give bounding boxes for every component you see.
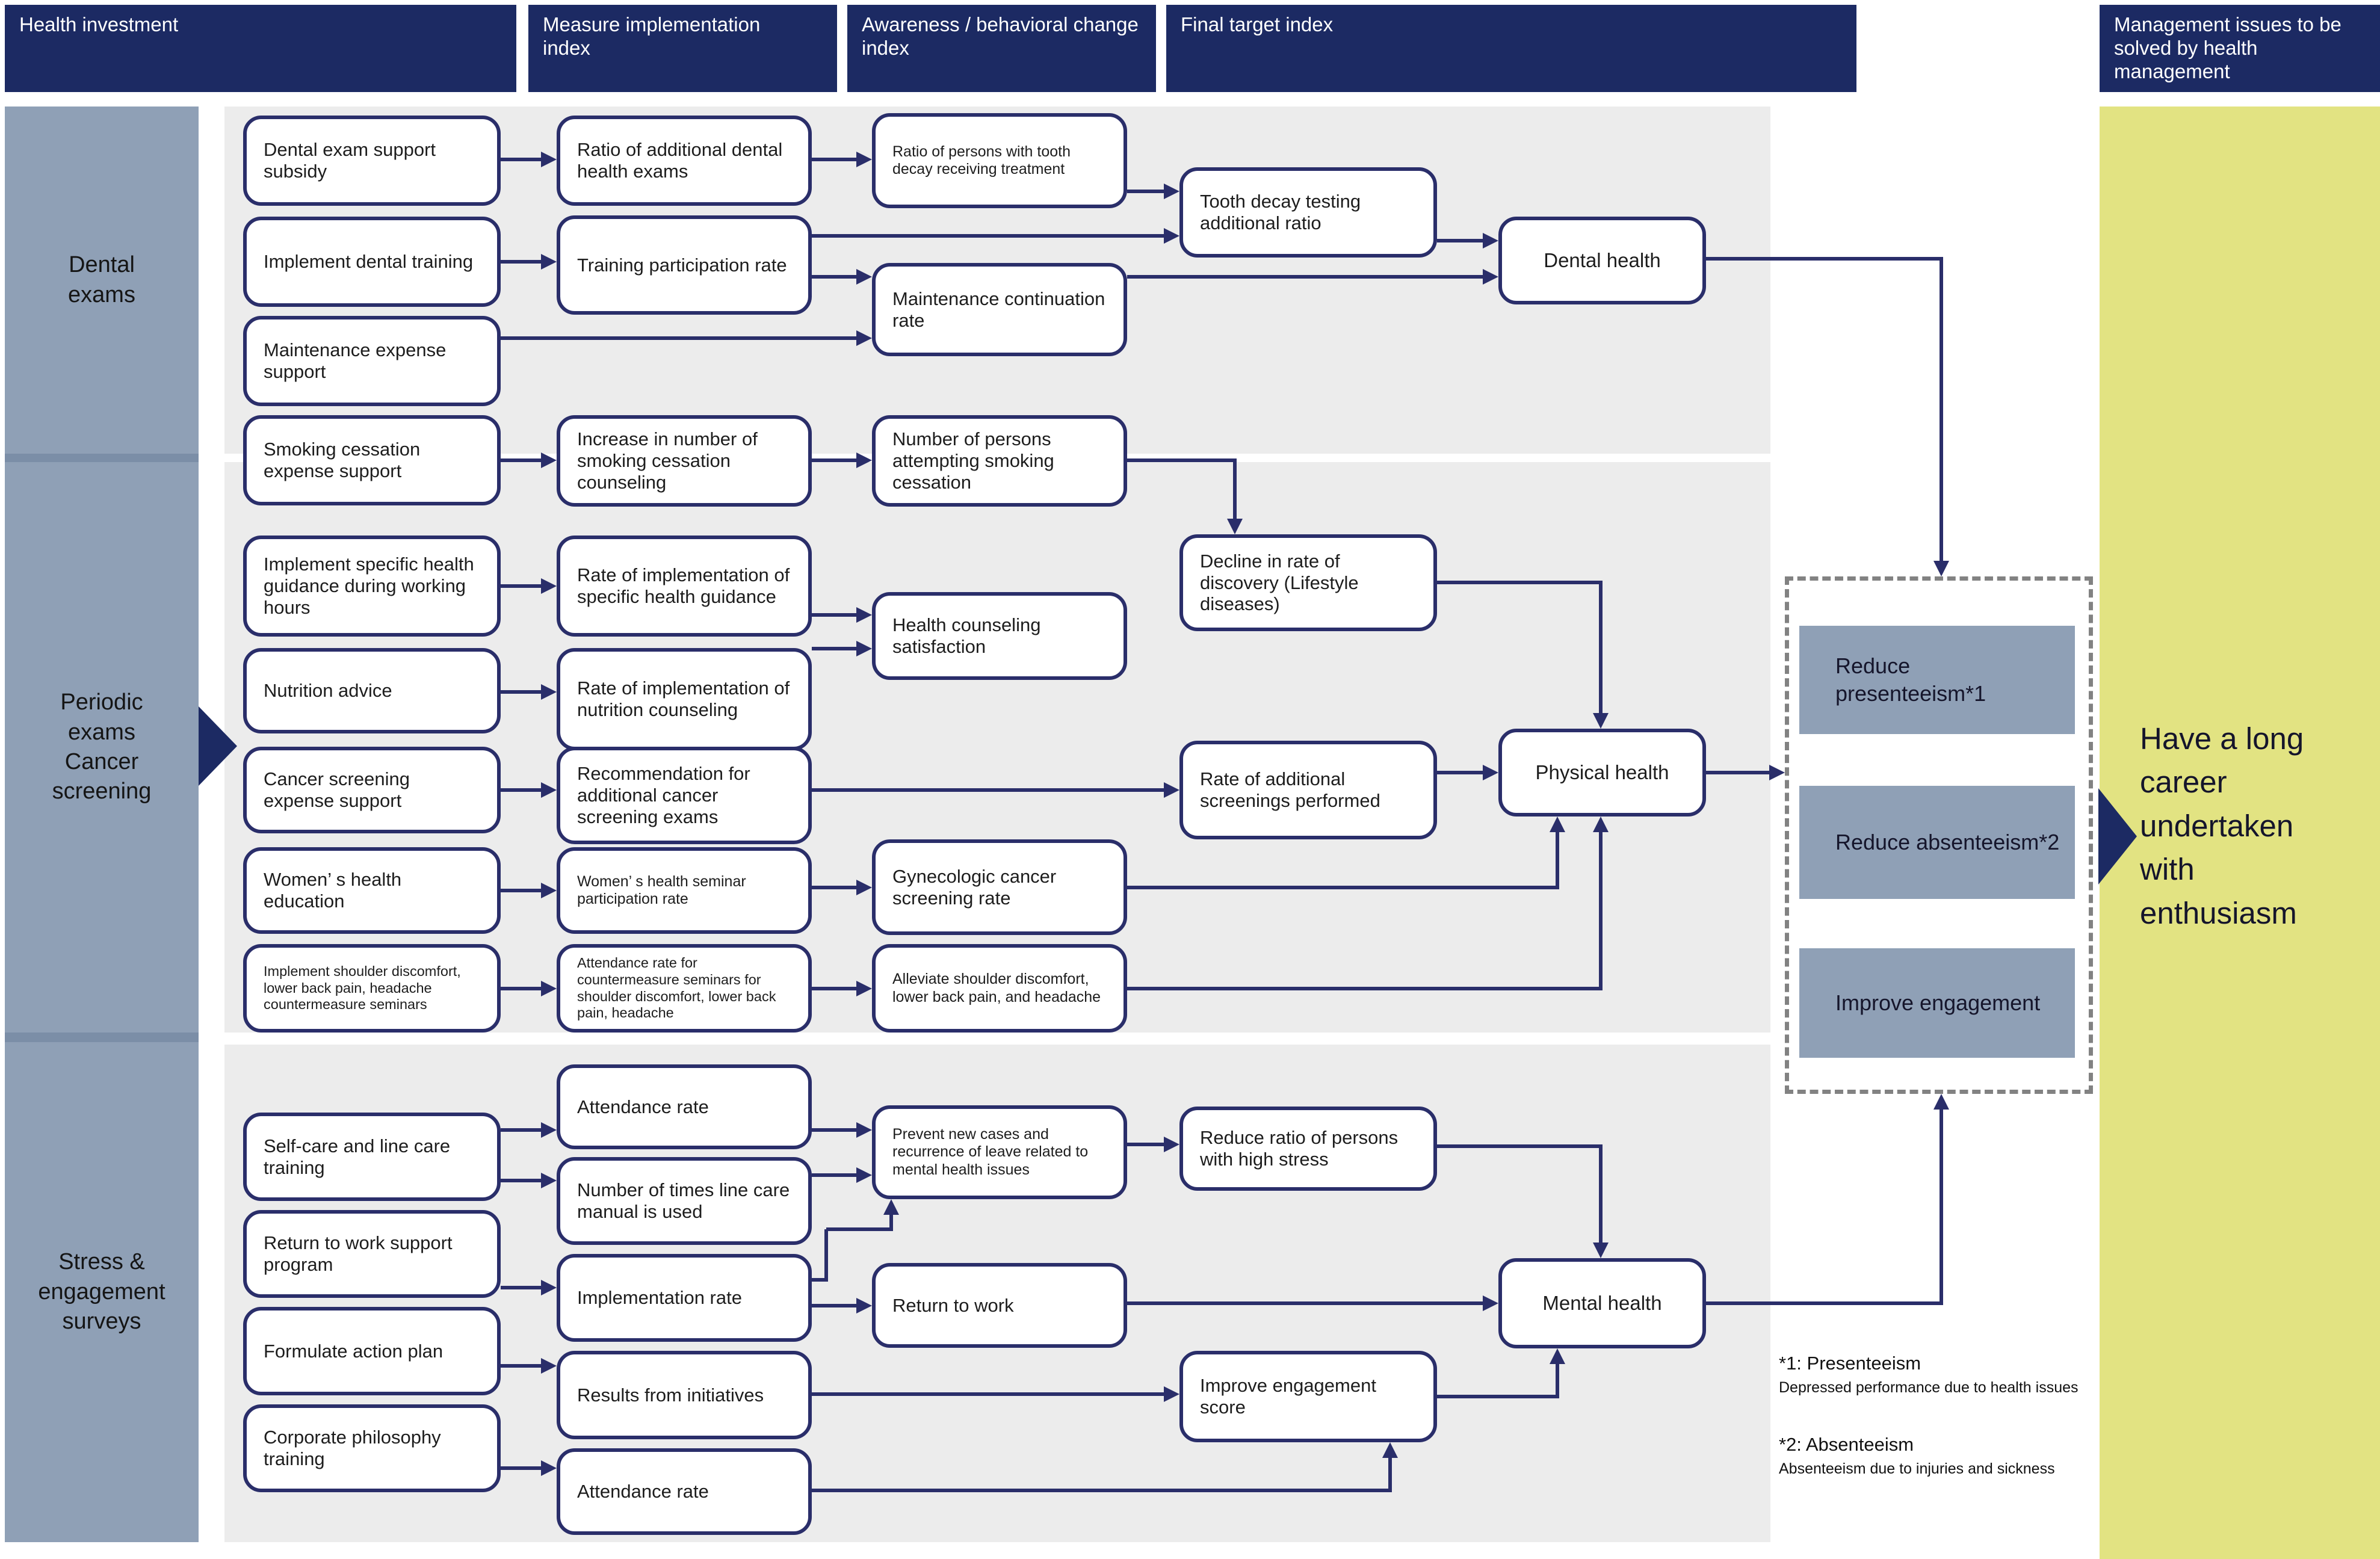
sidebar-label: Periodic exams Cancer screening	[52, 690, 152, 804]
sidebar-stress-surveys	[5, 1042, 199, 1542]
sidebar-dental-exams	[5, 107, 199, 454]
node-training-participation-rate: Training participation rate	[557, 215, 812, 315]
header-final-target	[1166, 5, 1856, 92]
node-rate-specific-guidance: Rate of implementation of specific health guidance	[557, 536, 812, 637]
goal-text: Have a long career undertaken with enthusiasm	[2140, 721, 2304, 930]
node-selfcare-linecare-training: Self-care and line care training	[243, 1113, 501, 1201]
node-cancer-screening-expense: Cancer screening expense support	[243, 747, 501, 833]
sidebar-label: Stress & engagement surveys	[38, 1249, 165, 1335]
header-label: Measure implementation index	[543, 13, 761, 59]
node-nutrition-advice: Nutrition advice	[243, 648, 501, 733]
node-tooth-decay-treatment-ratio: Ratio of persons with tooth decay receiving treatment	[872, 113, 1127, 208]
node-recommendation-cancer-screening: Recommendation for additional cancer screening exams	[557, 747, 812, 844]
node-womens-seminar-participation: Women’ s health seminar participation rate	[557, 847, 812, 934]
sidebar-divider	[5, 454, 199, 462]
node-attendance-rate-2: Attendance rate	[557, 1448, 812, 1535]
node-return-to-work: Return to work	[872, 1263, 1127, 1348]
header-measure-implementation	[528, 5, 837, 92]
header-management-issues	[2100, 5, 2380, 92]
node-prevent-new-cases: Prevent new cases and recurrence of leave related to mental health issues	[872, 1105, 1127, 1199]
header-label: Management issues to be solved by health management	[2114, 13, 2341, 82]
node-dental-health: Dental health	[1498, 217, 1706, 304]
node-corporate-philosophy-training: Corporate philosophy training	[243, 1404, 501, 1492]
node-ratio-additional-dental-exams: Ratio of additional dental health exams	[557, 116, 812, 206]
goal-arrow-icon	[2098, 788, 2137, 884]
node-maintenance-continuation: Maintenance continuation rate	[872, 263, 1127, 356]
node-mental-health: Mental health	[1498, 1258, 1706, 1348]
node-rate-nutrition-counseling: Rate of implementation of nutrition counseling	[557, 648, 812, 750]
node-shoulder-seminars: Implement shoulder discomfort, lower back pain, headache countermeasure seminars	[243, 944, 501, 1033]
header-label: Final target index	[1181, 13, 1334, 36]
sidebar-divider	[5, 1033, 199, 1042]
node-womens-health-education: Women’ s health education	[243, 847, 501, 934]
node-return-to-work-program: Return to work support program	[243, 1210, 501, 1298]
node-maintenance-expense: Maintenance expense support	[243, 316, 501, 406]
footnote-1-title: *1: Presenteeism	[1779, 1353, 1921, 1374]
header-awareness-change	[847, 5, 1156, 92]
target-improve-engagement: Improve engagement	[1799, 948, 2075, 1058]
target-reduce-presenteeism: Reduce presenteeism*1	[1799, 626, 2075, 734]
node-reduce-high-stress: Reduce ratio of persons with high stress	[1179, 1107, 1437, 1191]
header-label: Awareness / behavioral change index	[862, 13, 1139, 59]
header-label: Health investment	[19, 13, 179, 36]
node-alleviate-shoulder-discomfort: Alleviate shoulder discomfort, lower back pain, and headache	[872, 944, 1127, 1033]
footnote-1-body: Depressed performance due to health issues	[1779, 1379, 2079, 1396]
node-attendance-countermeasure-seminars: Attendance rate for countermeasure seminars for shoulder discomfort, lower back pain, headache	[557, 944, 812, 1033]
node-specific-health-guidance: Implement specific health guidance during working hours	[243, 536, 501, 637]
node-dental-exam-subsidy: Dental exam support subsidy	[243, 116, 501, 206]
node-implement-dental-training: Implement dental training	[243, 217, 501, 307]
sidebar-arrow-icon	[199, 706, 237, 786]
target-reduce-absenteeism: Reduce absenteeism*2	[1799, 786, 2075, 899]
node-increase-smoking-counseling: Increase in number of smoking cessation counseling	[557, 415, 812, 507]
node-tooth-decay-testing-ratio: Tooth decay testing additional ratio	[1179, 167, 1437, 258]
node-attendance-rate-1: Attendance rate	[557, 1064, 812, 1149]
node-physical-health: Physical health	[1498, 729, 1706, 817]
node-health-counseling-satisfaction: Health counseling satisfaction	[872, 592, 1127, 680]
node-results-from-initiatives: Results from initiatives	[557, 1351, 812, 1439]
node-gynecologic-screening-rate: Gynecologic cancer screening rate	[872, 839, 1127, 935]
node-implementation-rate: Implementation rate	[557, 1254, 812, 1342]
footnote-2-title: *2: Absenteeism	[1779, 1434, 1914, 1455]
footnote-2-body: Absenteeism due to injuries and sickness	[1779, 1460, 2055, 1477]
node-linecare-manual-uses: Number of times line care manual is used	[557, 1157, 812, 1245]
node-smoking-cessation-expense: Smoking cessation expense support	[243, 415, 501, 505]
header-health-investment	[5, 5, 516, 92]
sidebar-periodic-exams	[5, 462, 199, 1033]
node-rate-additional-screenings: Rate of additional screenings performed	[1179, 741, 1437, 839]
node-improve-engagement-score: Improve engagement score	[1179, 1351, 1437, 1442]
node-decline-rate-discovery: Decline in rate of discovery (Lifestyle diseases)	[1179, 534, 1437, 631]
node-formulate-action-plan: Formulate action plan	[243, 1307, 501, 1395]
sidebar-label: Dental exams	[68, 252, 135, 307]
node-persons-attempting-cessation: Number of persons attempting smoking cessation	[872, 415, 1127, 507]
